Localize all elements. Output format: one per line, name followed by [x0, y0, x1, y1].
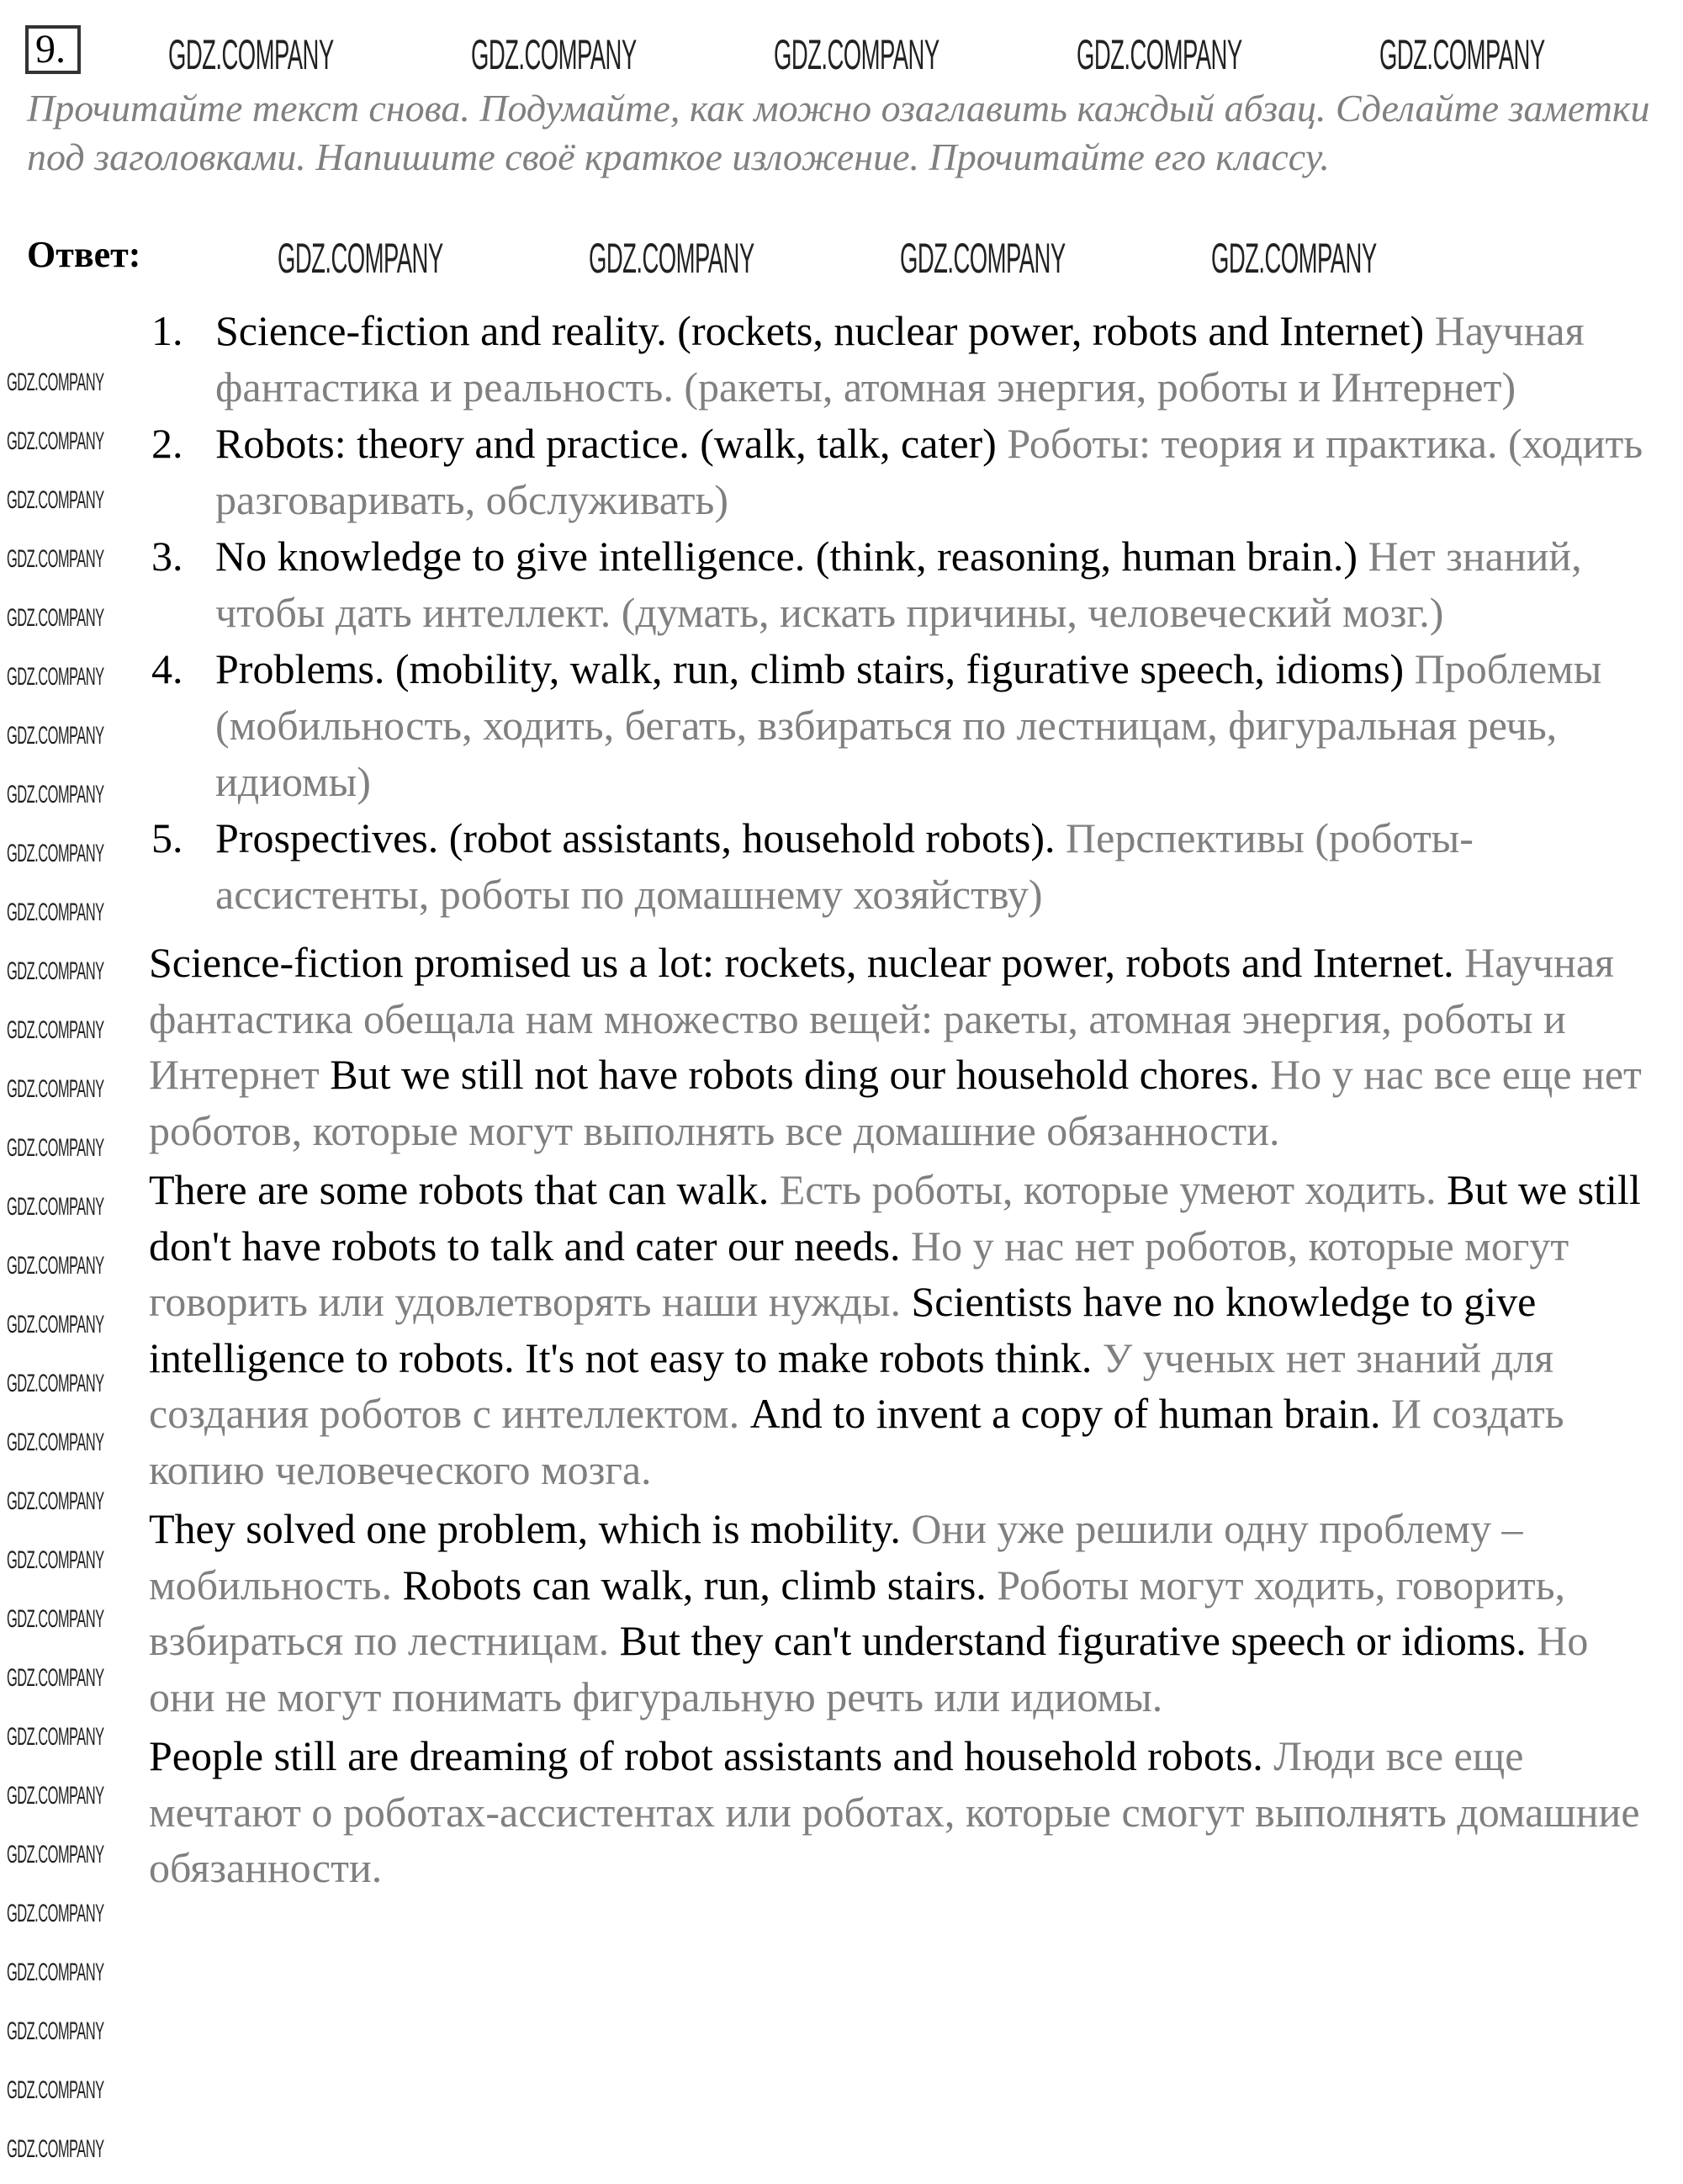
item-number: 1. — [151, 307, 183, 354]
watermark: GDZ.COMPANY — [7, 1487, 104, 1515]
summary-paragraph — [149, 1162, 1654, 1498]
watermark: GDZ.COMPANY — [900, 235, 1066, 282]
answer-content — [149, 303, 1654, 1900]
summary-paragraph — [149, 935, 1654, 1158]
item-english: Prospectives. (robot assistants, household robots). — [215, 814, 1056, 861]
watermark: GDZ.COMPANY — [7, 1134, 104, 1162]
watermark: GDZ.COMPANY — [7, 545, 104, 573]
answer-label: Ответ: — [27, 234, 141, 275]
watermark: GDZ.COMPANY — [7, 2135, 104, 2163]
item-russian: Перспективы (роботы-ассистенты, роботы по домашнему хозяйству) — [215, 814, 1474, 918]
watermark: GDZ.COMPANY — [7, 663, 104, 691]
watermark: GDZ.COMPANY — [7, 1546, 104, 1574]
watermark: GDZ.COMPANY — [7, 368, 104, 396]
watermark: GDZ.COMPANY — [168, 31, 334, 78]
watermark: GDZ.COMPANY — [1211, 235, 1377, 282]
item-russian: Проблемы (мобильность, ходить, бегать, взбираться по лестницам, фигуральная речь, идиомы) — [215, 645, 1602, 805]
item-russian: Роботы: теория и практика. (ходить разговаривать, обслуживать) — [215, 420, 1643, 523]
item-english: Problems. (mobility, walk, run, climb stairs, figurative speech, idioms) — [215, 645, 1405, 692]
watermark: GDZ.COMPANY — [7, 1664, 104, 1692]
summary-paragraph — [149, 1728, 1654, 1896]
item-russian: Научная фантастика и реальность. (ракеты, атомная энергия, роботы и Интернет) — [215, 307, 1585, 411]
outline-item — [149, 303, 1654, 416]
watermark: GDZ.COMPANY — [471, 31, 637, 78]
english-sentence: Robots can walk, run, climb stairs. — [402, 1561, 987, 1609]
watermark: GDZ.COMPANY — [7, 1605, 104, 1633]
english-sentence: There are some robots that can walk. — [149, 1166, 770, 1213]
outline-item — [149, 416, 1654, 528]
watermark: GDZ.COMPANY — [1077, 31, 1242, 78]
task-instructions: Прочитайте текст снова. Подумайте, как можно озаглавить каждый абзац. Сделайте заметки под заголовками. Напишите своё краткое изложение. Прочитайте его классу. — [27, 87, 1650, 178]
watermark: GDZ.COMPANY — [278, 235, 443, 282]
english-sentence: Scientists have no knowledge to give intelligence to robots. It's not easy to make robots think. — [149, 1278, 1537, 1381]
english-sentence: People still are dreaming of robot assistants and household robots. — [149, 1732, 1263, 1779]
watermark: GDZ.COMPANY — [7, 1900, 104, 1927]
russian-translation: Научная фантастика обещала нам множество вещей: ракеты, атомная энергия, роботы и Интернет — [149, 939, 1615, 1098]
russian-translation: Роботы могут ходить, говорить, взбираться по лестницам. — [149, 1561, 1566, 1664]
watermark: GDZ.COMPANY — [7, 1193, 104, 1221]
watermark: GDZ.COMPANY — [7, 1016, 104, 1044]
watermark: GDZ.COMPANY — [7, 2076, 104, 2104]
outline-item — [149, 810, 1654, 923]
item-english: Robots: theory and practice. (walk, talk, cater) — [215, 420, 997, 467]
item-number: 3. — [151, 533, 183, 580]
english-sentence: But they can't understand figurative speech or idioms. — [619, 1617, 1527, 1664]
summary-text — [149, 935, 1654, 1896]
watermark: GDZ.COMPANY — [1379, 31, 1545, 78]
russian-translation: Но у нас нет роботов, которые могут говорить или удовлетворять наши нужды. — [149, 1222, 1569, 1325]
watermark: GDZ.COMPANY — [7, 1075, 104, 1103]
russian-translation: Люди все еще мечтают о роботах-ассистентах или роботах, которые смогут выполнять домашние обязанности. — [149, 1732, 1640, 1891]
russian-translation: Они уже решили одну проблему – мобильность. — [149, 1505, 1523, 1609]
russian-translation: Есть роботы, которые умеют ходить. — [779, 1166, 1437, 1213]
watermark: GDZ.COMPANY — [7, 840, 104, 867]
watermark: GDZ.COMPANY — [7, 1959, 104, 1986]
watermark: GDZ.COMPANY — [7, 2017, 104, 2045]
watermark: GDZ.COMPANY — [7, 1723, 104, 1751]
watermark: GDZ.COMPANY — [589, 235, 754, 282]
english-sentence: But we still don't have robots to talk and cater our needs. — [149, 1166, 1641, 1270]
english-sentence: They solved one problem, which is mobility. — [149, 1505, 901, 1552]
english-sentence: Science-fiction promised us a lot: rockets, nuclear power, robots and Internet. — [149, 939, 1454, 986]
item-number: 2. — [151, 420, 183, 467]
exercise-number: 9. — [25, 25, 81, 74]
item-english: No knowledge to give intelligence. (think, reasoning, human brain.) — [215, 533, 1358, 580]
watermark: GDZ.COMPANY — [7, 1429, 104, 1456]
outline-list — [149, 303, 1654, 923]
watermark: GDZ.COMPANY — [7, 899, 104, 926]
watermark: GDZ.COMPANY — [7, 604, 104, 632]
english-sentence: And to invent a copy of human brain. — [749, 1390, 1381, 1437]
watermark: GDZ.COMPANY — [7, 486, 104, 514]
summary-paragraph — [149, 1501, 1654, 1725]
russian-translation: У ученых нет знаний для создания роботов с интеллектом. — [149, 1333, 1554, 1437]
russian-translation: Но у нас все еще нет роботов, которые могут выполнять все домашние обязанности. — [149, 1051, 1642, 1154]
watermark: GDZ.COMPANY — [7, 1782, 104, 1810]
outline-item — [149, 641, 1654, 810]
watermark: GDZ.COMPANY — [7, 722, 104, 750]
english-sentence: But we still not have robots ding our household chores. — [330, 1051, 1260, 1098]
item-number: 4. — [151, 645, 183, 692]
watermark: GDZ.COMPANY — [7, 1370, 104, 1397]
watermark: GDZ.COMPANY — [7, 781, 104, 808]
outline-item — [149, 528, 1654, 641]
item-russian: Нет знаний, чтобы дать интеллект. (думать, искать причины, человеческий мозг.) — [215, 533, 1582, 636]
watermark: GDZ.COMPANY — [7, 1841, 104, 1869]
item-number: 5. — [151, 814, 183, 861]
item-english: Science-fiction and reality. (rockets, nuclear power, robots and Internet) — [215, 307, 1425, 354]
watermark: GDZ.COMPANY — [7, 957, 104, 985]
watermark: GDZ.COMPANY — [7, 1252, 104, 1280]
russian-translation: И создать копию человеческого мозга. — [149, 1390, 1564, 1493]
watermark: GDZ.COMPANY — [7, 427, 104, 455]
watermark: GDZ.COMPANY — [774, 31, 939, 78]
watermark: GDZ.COMPANY — [7, 1311, 104, 1338]
russian-translation: Но они не могут понимать фигуральную речть или идиомы. — [149, 1617, 1589, 1720]
